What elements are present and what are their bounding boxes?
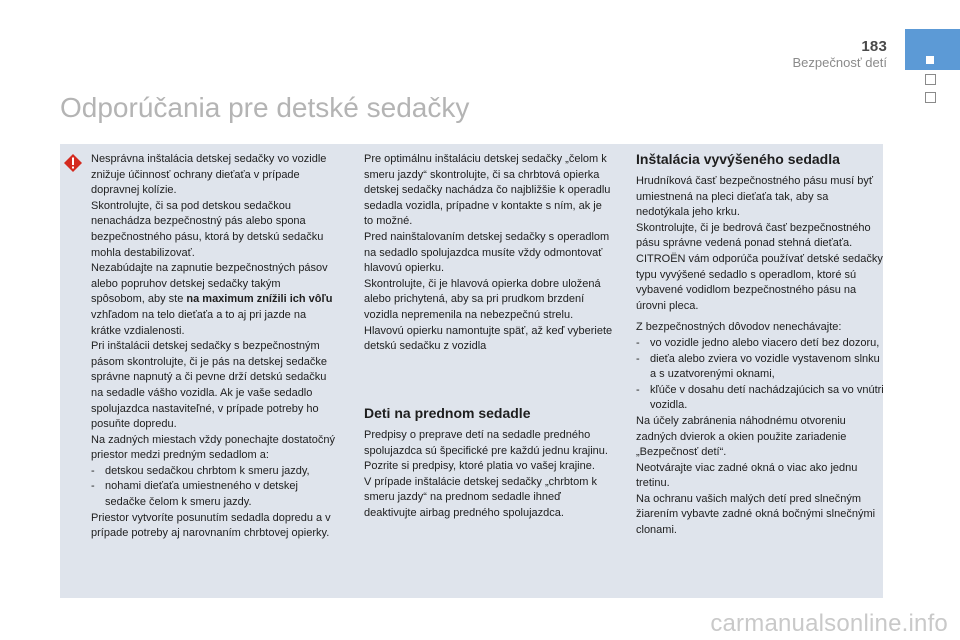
list-item-text: vo vozidle jedno alebo viacero detí bez dozoru,: [650, 336, 880, 349]
list-item: [636, 383, 884, 414]
list-item-text: detskou sedačkou chrbtom k smeru jazdy,: [105, 464, 310, 477]
paragraph: Na účely zabránenia náhodnému otvoreniu zadných dvierok a okien použite zariadenie „Bezpečnosť detí“.: [636, 414, 847, 459]
paragraph: Nesprávna inštalácia detskej sedačky vo vozidle znižuje účinnosť ochrany dieťaťa v prípade dopravnej kolízie.: [91, 153, 327, 197]
list-item-text: dieťa alebo zviera vo vozidle vystavenom slnku a s uzatvorenými oknami,: [650, 352, 880, 381]
section-tab-active[interactable]: [905, 29, 960, 70]
list-item-text: kľúče v dosahu detí nachádzajúcich sa vo vnútri vozidla.: [650, 383, 884, 412]
middle-column-text: [364, 152, 614, 355]
emphasis: na maximum znížili ich vôľu: [186, 293, 333, 306]
dash-marker: -: [636, 336, 640, 349]
paragraph: Na zadných miestach vždy ponechajte dostatočný priestor medzi predným sedadlom a:: [91, 433, 335, 462]
booster-seat-text: [636, 174, 884, 539]
paragraph: Pred nainštalovaním detskej sedačky s operadlom na sedadlo spolujazdca musíte vždy odmontovať hlavovú opierku.: [364, 230, 610, 275]
list-item: [636, 336, 884, 352]
text: Nezabúdajte na zapnutie bezpečnostných pásov alebo popruhov detskej sedačky takým spôsobom, aby ste: [91, 262, 328, 306]
paragraph: Neotvárajte viac zadné okná o viac ako jednu tretinu.: [636, 461, 858, 490]
dash-marker: -: [636, 383, 640, 396]
paragraph: Pri inštalácii detskej sedačky s bezpečnostným pásom skontrolujte, či je pás na detskej sedačke správne napnutý a či pevne drží detskú sedačku na sedadle vášho vozidla. Ak je vaše sedadlo spolujazdca nastaviteľné, v prípade potreby ho posuňte dopredu.: [91, 340, 328, 431]
paragraph: Priestor vytvoríte posunutím sedadla dopredu a v prípade potreby aj narovnaním chrbtovej opierky.: [91, 511, 331, 540]
section-tab[interactable]: [925, 74, 936, 85]
dash-marker: -: [91, 480, 95, 493]
warning-text: [91, 152, 336, 542]
paragraph: Z bezpečnostných dôvodov nenechávajte:: [636, 321, 842, 334]
dash-marker: -: [636, 352, 640, 365]
page-number: 183: [861, 38, 887, 55]
paragraph: CITROËN vám odporúča používať detské sedačky typu vyvýšené sedadlo s operadlom, ktoré sú vybavené vodidlom bezpečnostného pásu na úrovni pleca.: [636, 252, 883, 312]
page-title: Odporúčania pre detské sedačky: [60, 92, 470, 123]
section-heading-front-seat: Deti na prednom sedadle: [364, 405, 531, 421]
tab-marker-icon: [926, 56, 934, 64]
list-item: [91, 464, 336, 480]
list-item-text: nohami dieťaťa umiestneného v detskej sedačke čelom k smeru jazdy.: [105, 480, 298, 509]
dash-marker: -: [91, 464, 95, 477]
watermark: carmanualsonline.info: [710, 610, 948, 637]
paragraph: Skontrolujte, či sa pod detskou sedačkou nenachádza bezpečnostný pás alebo spona bezpečnostného pásu, ktorá by detskú sedačku mohla destabilizovať.: [91, 199, 324, 259]
paragraph: Skontrolujte, či je hlavová opierka dobre uložená alebo prichytená, aby sa pri prudkom brzdení vozidla nepremenila na nebezpečnú strelu. Hlavovú opierku namontujte späť, až keď vyberiete detskú sedačku z vozidla: [364, 277, 613, 353]
paragraph: Pozrite si predpisy, ktoré platia vo vašej krajine.: [364, 460, 595, 473]
paragraph: [91, 261, 336, 339]
list-item: [636, 352, 884, 383]
section-heading-booster-seat: Inštalácia vyvýšeného sedadla: [636, 151, 840, 167]
warning-icon: [63, 153, 83, 173]
list-item: [91, 479, 336, 510]
paragraph: Pre optimálnu inštaláciu detskej sedačky „čelom k smeru jazdy“ skontrolujte, či sa chrbtová opierka detskej sedačky nachádza čo najbližšie k operadlu sedadla vozidla, prípadne v kontakte s ním, ak je to možné.: [364, 153, 611, 228]
text: vzhľadom na telo dieťaťa a to aj pri jazde na krátke vzdialenosti.: [91, 308, 307, 337]
paragraph: Skontrolujte, či je bedrová časť bezpečnostného pásu správne vedená ponad stehná dieťaťa.: [636, 221, 871, 250]
paragraph: Predpisy o preprave detí na sedadle predného spolujazdca sú špecifické pre každú jednu krajinu.: [364, 429, 608, 457]
paragraph: Na ochranu vašich malých detí pred slnečným žiarením vybavte zadné okná bočnými slnečnými clonami.: [636, 492, 876, 537]
section-tab[interactable]: [925, 92, 936, 103]
paragraph: V prípade inštalácie detskej sedačky „chrbtom k smeru jazdy“ na prednom sedadle ihneď deaktivujte airbag predného spolujazdca.: [364, 475, 597, 519]
front-seat-text: [364, 428, 614, 522]
paragraph: Hrudníková časť bezpečnostného pásu musí byť umiestnená na pleci dieťaťa tak, aby sa nedotýkala jeho krku.: [636, 175, 873, 219]
section-name: Bezpečnosť detí: [792, 55, 887, 70]
